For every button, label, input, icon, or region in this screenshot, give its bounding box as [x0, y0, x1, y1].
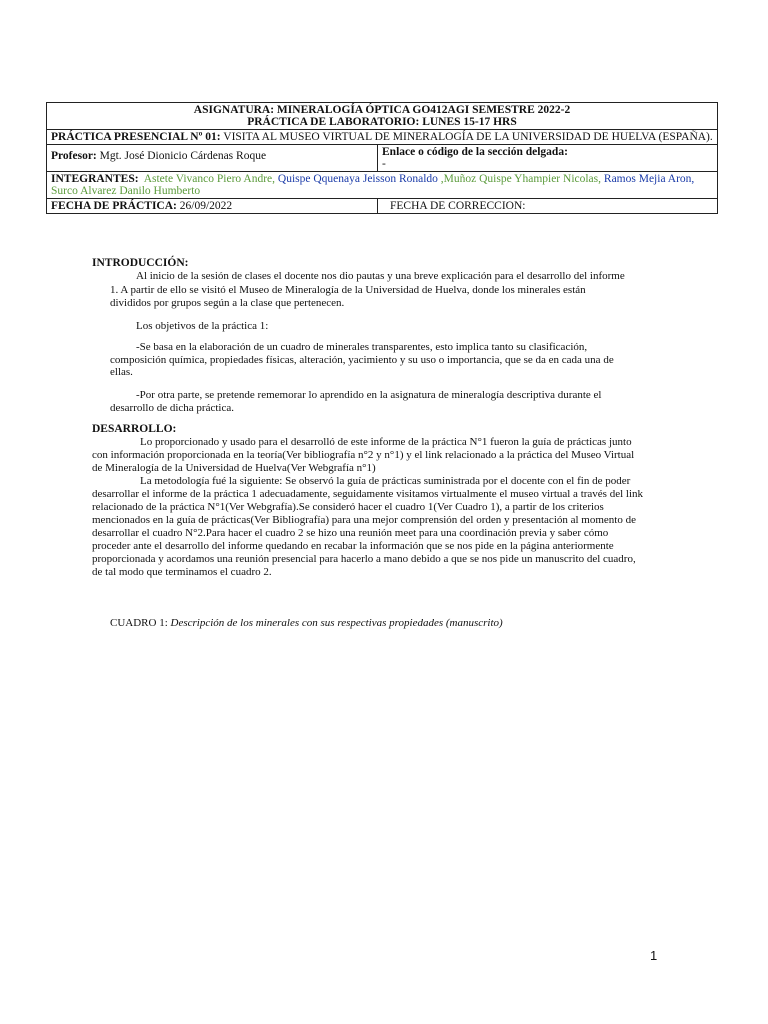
dev-line-7: mencionados en la guía de prácticas(Ver Bibliografía) para una mejor comprensión del orden y presentación al momento de — [92, 514, 636, 526]
dev-line-6: relacionado de la práctica N°1(Ver Webgrafía).Se consideró hacer el cuadro 1(Ver Cuadro 1), a partir de los criterios — [92, 501, 604, 513]
link-label: Enlace o código de la sección delgada: — [382, 146, 568, 158]
member-2: Quispe Qquenaya Jeisson Ronaldo — [277, 173, 438, 185]
practice-cell — [47, 130, 718, 145]
practice-label: PRÁCTICA PRESENCIAL Nº 01: — [51, 131, 221, 143]
date-label: FECHA DE PRÁCTICA: — [51, 200, 177, 212]
objective-1-line-1: -Se basa en la elaboración de un cuadro de minerales transparentes, esto implica tanto su clasificación, — [136, 341, 588, 353]
members-cell — [47, 172, 718, 199]
dev-line-11: de tal modo que terminamos el cuadro 2. — [92, 566, 272, 578]
header-title-cell — [47, 103, 718, 130]
professor-label: Profesor: — [51, 150, 97, 162]
dev-line-3: de Mineralogía de la Universidad de Huelva(Ver Webgrafía n°1) — [92, 462, 376, 474]
caption-text: Descripción de los minerales con sus respectivas propiedades (manuscrito) — [170, 617, 503, 629]
objective-1-line-2: composición química, propiedades físicas, alteración, yacimiento y su uso o importancia, que se da en cada una de — [110, 354, 614, 366]
correction-label: FECHA DE CORRECCION: — [390, 200, 526, 212]
dev-line-1: Lo proporcionado y usado para el desarrolló de este informe de la práctica N°1 fueron la guía de prácticas junto — [140, 436, 632, 448]
dev-line-9: proceder ante el desarrollo del informe quedando en recabar la información que se nos pide en la página anteriormente — [92, 540, 614, 552]
development-heading: DESARROLLO: — [92, 423, 177, 435]
header-table — [46, 102, 718, 214]
professor-cell — [47, 145, 378, 172]
objective-1-line-3: ellas. — [110, 366, 133, 378]
member-4: Ramos Mejia Aron, — [603, 173, 695, 185]
objectives-heading: Los objetivos de la práctica 1: — [136, 320, 269, 332]
dev-line-5: desarrollar el informe de la práctica 1 adecuadamente, seguidamente visitamos virtualmente el museo virtual a través del link — [92, 488, 644, 500]
practice-value: VISITA AL MUSEO VIRTUAL DE MINERALOGÍA DE LA UNIVERSIDAD DE HUELVA (ESPAÑA). — [220, 131, 713, 143]
professor-value: Mgt. José Dionicio Cárdenas Roque — [96, 150, 267, 162]
members-label: INTEGRANTES: — [51, 173, 139, 185]
member-1: Astete Vivanco Piero Andre, — [143, 173, 276, 185]
date-cell — [47, 199, 378, 214]
dev-line-2: con información proporcionada en la teoría(Ver bibliografía n°2 y n°1) y el link relacionado a la práctica del Museo Virtual — [92, 449, 635, 461]
objective-2-line-2: desarrollo de dicha práctica. — [110, 402, 234, 414]
dev-line-8: desarrollar el cuadro N°2.Para hacer el cuadro 2 se hizo una reunión meet para una coordinación previa y saber cómo — [92, 527, 609, 539]
subject-title: ASIGNATURA: MINERALOGÍA ÓPTICA GO412AGI SEMESTRE 2022-2 — [193, 104, 571, 116]
date-value: 26/09/2022 — [176, 200, 233, 212]
caption-label: CUADRO 1: — [110, 617, 171, 629]
link-value: - — [382, 158, 386, 170]
dev-line-10: proporcionada y acordamos una reunión presencial para hacerlo a mano debido a que se nos pide un manuscrito del cuadro, — [92, 553, 636, 565]
intro-line-1: Al inicio de la sesión de clases el docente nos dio pautas y una breve explicación para el desarrollo del informe — [136, 270, 625, 282]
dev-line-4: La metodología fué la siguiente: Se observó la guía de prácticas suministrada por el docente con el fin de poder — [140, 475, 631, 487]
page-number: 1 — [650, 948, 658, 963]
link-cell — [378, 145, 718, 172]
lab-schedule: PRÁCTICA DE LABORATORIO: LUNES 15-17 HRS — [247, 116, 517, 128]
objective-2-line-1: -Por otra parte, se pretende rememorar lo aprendido en la asignatura de mineralogía descriptiva durante el — [136, 389, 602, 401]
member-3: ,Muñoz Quispe Yhampier Nicolas, — [440, 173, 602, 185]
intro-line-2: 1. A partir de ello se visitó el Museo de Mineralogía de la Universidad de Huelva, donde los minerales están — [110, 284, 586, 296]
intro-line-3: divididos por grupos según a la clase que pertenecen. — [110, 297, 345, 309]
correction-cell — [378, 199, 718, 214]
member-5: Surco Alvarez Danilo Humberto — [51, 185, 201, 197]
table-caption — [110, 617, 503, 629]
intro-heading: INTRODUCCIÓN: — [92, 257, 189, 269]
